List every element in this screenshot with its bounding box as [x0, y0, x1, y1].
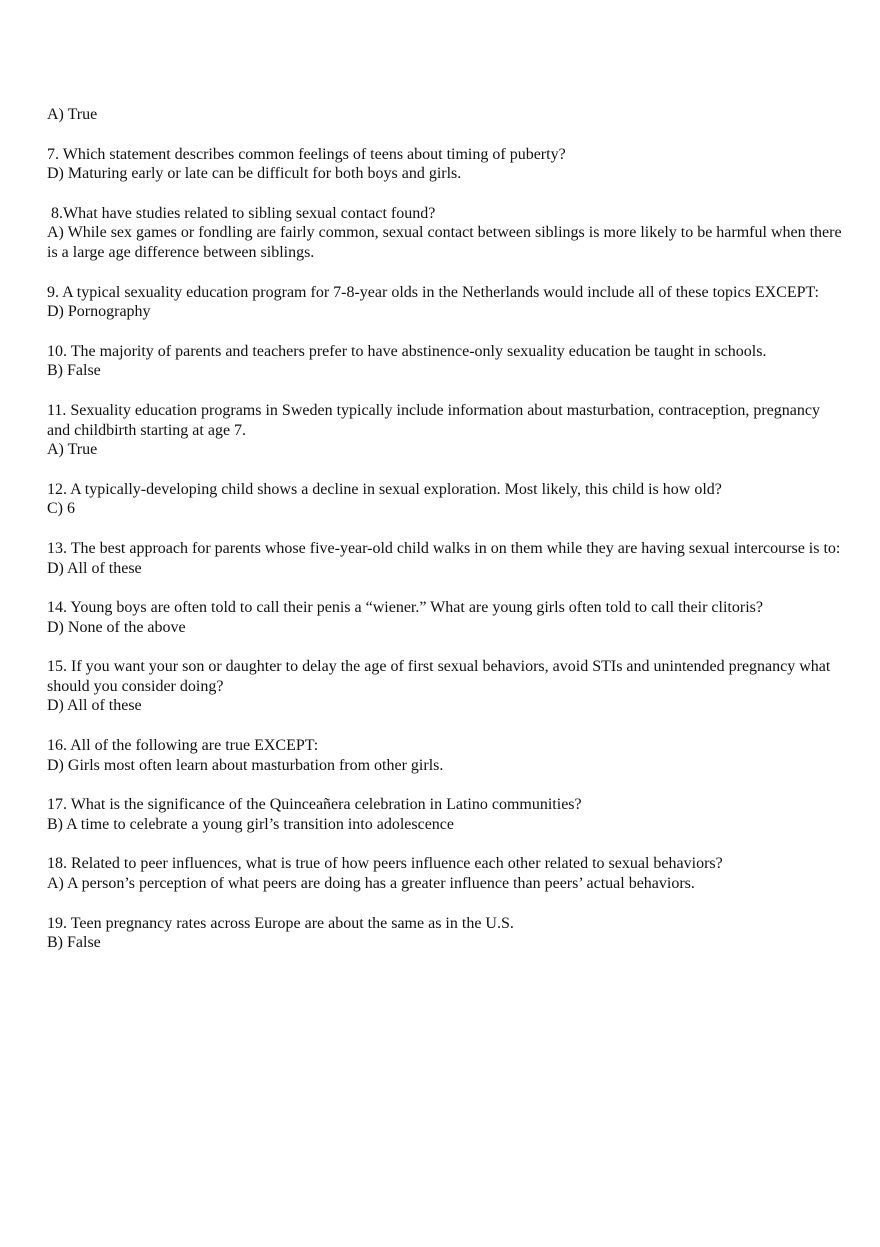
answer-text: D) Pornography [47, 303, 151, 321]
question-text: 19. Teen pregnancy rates across Europe are about the same as in the U.S. [47, 914, 514, 932]
question-text: 17. What is the significance of the Quinceañera celebration in Latino communities? [47, 796, 582, 814]
question-item-14 [47, 598, 847, 637]
answer-text: C) 6 [47, 500, 75, 518]
answer-text: D) Girls most often learn about masturbation from other girls. [47, 756, 444, 774]
question-item-11 [47, 401, 847, 460]
question-text: 9. A typical sexuality education program for 7-8-year olds in the Netherlands would include all of these topics EXCEPT: [47, 283, 819, 301]
answer-text: A) True [47, 441, 98, 459]
answer-text: A) While sex games or fondling are fairly common, sexual contact between siblings is more likely to be harmful when there is a large age difference between siblings. [47, 224, 842, 261]
answer-text: A) A person’s perception of what peers are doing has a greater influence than peers’ actual behaviors. [47, 875, 695, 893]
question-text: 13. The best approach for parents whose five-year-old child walks in on them while they are having sexual intercourse is to: [47, 539, 841, 557]
question-text: 11. Sexuality education programs in Sweden typically include information about masturbation, contraception, pregnancy and childbirth starting at age 7. [47, 401, 820, 439]
answer-text: D) All of these [47, 697, 142, 715]
question-item-7 [47, 145, 847, 184]
question-item-16 [47, 736, 847, 775]
question-item-10 [47, 342, 847, 381]
question-text: 16. All of the following are true EXCEPT: [47, 737, 319, 755]
question-text: 10. The majority of parents and teachers prefer to have abstinence-only sexuality education be taught in schools. [47, 342, 767, 360]
question-text: 18. Related to peer influences, what is true of how peers influence each other related to sexual behaviors? [47, 855, 723, 873]
question-item-12 [47, 480, 847, 519]
question-text: 8.What have studies related to sibling sexual contact found? [51, 204, 436, 222]
answer-text: B) False [47, 934, 101, 952]
question-text: 12. A typically-developing child shows a decline in sexual exploration. Most likely, this child is how old? [47, 480, 722, 498]
question-item-19 [47, 914, 847, 953]
question-text: 14. Young boys are often told to call their penis a “wiener.” What are young girls often told to call their clitoris? [47, 599, 763, 617]
answer-text: D) Maturing early or late can be difficult for both boys and girls. [47, 165, 462, 183]
answer-item-6 [47, 105, 847, 125]
question-item-9 [47, 283, 847, 322]
answer-text: D) All of these [47, 559, 142, 577]
question-item-13 [47, 539, 847, 578]
question-item-17 [47, 795, 847, 834]
question-item-15 [47, 657, 847, 716]
question-text: 7. Which statement describes common feelings of teens about timing of puberty? [47, 145, 566, 163]
question-item-8 [47, 204, 847, 263]
answer-text: B) False [47, 362, 101, 380]
answer-text: D) None of the above [47, 618, 186, 636]
answer-text: A) True [47, 106, 98, 123]
question-item-18 [47, 854, 847, 893]
answer-text: B) A time to celebrate a young girl’s transition into adolescence [47, 815, 454, 833]
question-text: 15. If you want your son or daughter to delay the age of first sexual behaviors, avoid STIs and unintended pregnancy what should you consider doing? [47, 658, 831, 695]
answer-key [47, 105, 847, 973]
